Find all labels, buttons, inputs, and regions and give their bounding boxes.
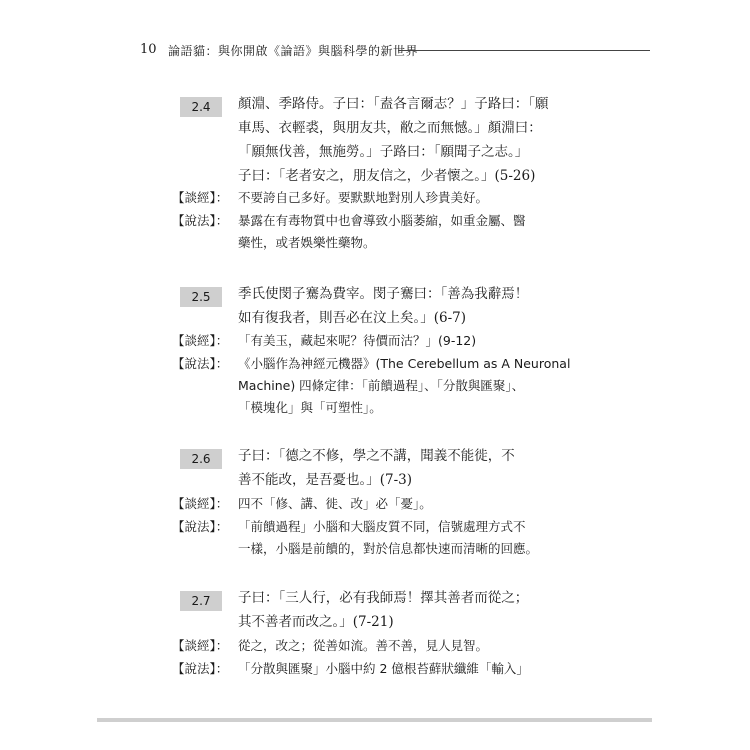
note-line: 暴露在有毒物質中也會導致小腦萎縮，如重金屬、醫: [238, 213, 526, 228]
note-line: 四不「修、講、徙、改」必「憂」。: [238, 496, 432, 511]
note-line: 不要誇自己多好。要默默地對別人珍貴美好。: [238, 190, 489, 205]
quote-line: 季氏使閔子騫為費宰。閔子騫曰：「善為我辭焉！: [238, 286, 529, 302]
note-label: 【說法】：: [172, 661, 229, 676]
quote-text: [238, 92, 568, 188]
note-line: 藥性，或者娛樂性藥物。: [238, 235, 376, 250]
quote-text: [238, 282, 568, 330]
page-header: [140, 40, 650, 60]
note-line: 「前饋過程」小腦和大腦皮質不同，信號處理方式不: [238, 519, 526, 534]
note-line: 「模塊化」與「可塑性」。: [238, 400, 382, 415]
quote-line: 「願無伐善，無施勞。」子路曰：「願聞子之志。」: [238, 144, 529, 160]
quote-line: 善不能改，是吾憂也。」(7-3): [238, 472, 413, 488]
entry-number: 2.4: [180, 97, 222, 117]
entry-number: 2.5: [180, 287, 222, 307]
entry-number: 2.7: [180, 591, 222, 611]
quote-line: 其不善者而改之。」(7-21): [238, 614, 394, 630]
entry-number: 2.6: [180, 449, 222, 469]
note-line: 「有美玉，藏起來呢？待價而沽？」(9-12): [238, 333, 477, 348]
quote-line: 車馬、衣輕裘，與朋友共，敝之而無憾。」顏淵曰：: [238, 120, 542, 136]
quote-text: [238, 586, 568, 634]
note-label: 【說法】：: [172, 356, 229, 371]
note-label: 【談經】：: [172, 333, 229, 348]
note-line: 從之，改之；從善如流。善不善，見人見智。: [238, 638, 489, 653]
quote-line: 子曰：「三人行，必有我師焉！擇其善者而從之；: [238, 590, 529, 606]
note-label: 【談經】：: [172, 190, 229, 205]
quote-line: 子曰：「德之不修，學之不講，聞義不能徙，不: [238, 448, 515, 464]
quote-line: 子曰：「老者安之，朋友信之，少者懷之。」(5-26): [238, 168, 536, 184]
footer-rule: [97, 718, 652, 722]
running-title: 論語貓：與你開啟《論語》與腦科學的新世界: [168, 44, 419, 58]
note-line: 《小腦作為神經元機器》(The Cerebellum as A Neuronal: [238, 356, 571, 371]
note-label: 【談經】：: [172, 496, 229, 511]
note-line: 「分散與匯聚」小腦中約 2 億根苔蘚狀纖維「輸入」: [238, 661, 529, 676]
note-label: 【說法】：: [172, 519, 229, 534]
note-label: 【說法】：: [172, 213, 229, 228]
note-line: 一樣，小腦是前饋的，對於信息都快速而清晰的回應。: [238, 541, 539, 556]
quote-text: [238, 444, 568, 492]
note-label: 【談經】：: [172, 638, 229, 653]
page-number: 10: [140, 42, 157, 57]
header-rule: [398, 50, 650, 51]
quote-line: 如有復我者，則吾必在汶上矣。」(6-7): [238, 310, 467, 326]
quote-line: 顏淵、季路侍。子曰：「盍各言爾志？」子路曰：「願: [238, 96, 549, 112]
note-line: Machine) 四條定律：「前饋過程」、「分散與匯聚」、: [238, 378, 525, 393]
